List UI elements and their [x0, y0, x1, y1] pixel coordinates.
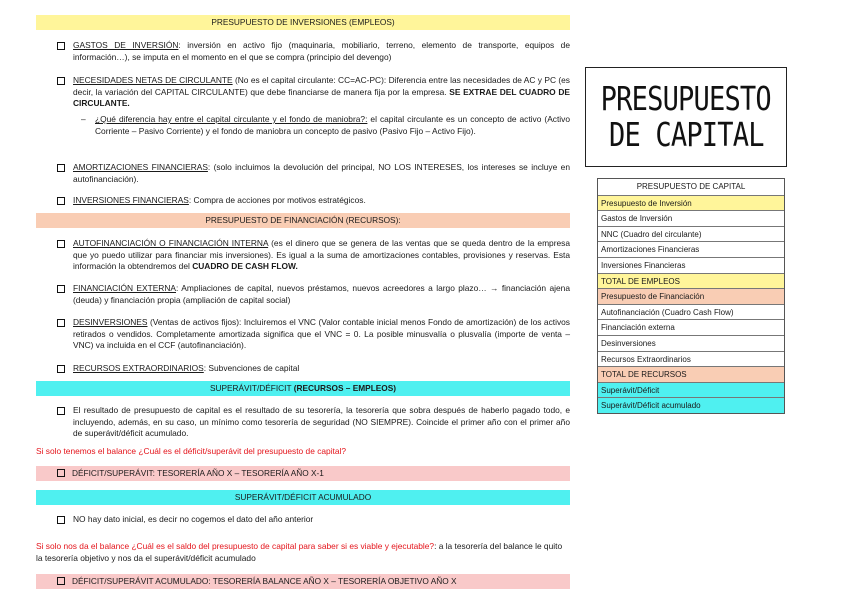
- section-header-formula: (RECURSOS – EMPLEOS): [293, 383, 397, 393]
- checkbox-icon: [57, 365, 65, 373]
- title-line-1: PRESUPUESTO: [600, 79, 772, 118]
- formula-label: DÉFICIT/SUPERÁVIT: TESORERÍA AÑO X – TESORERÍA AÑO X-1: [72, 468, 324, 478]
- title-line-2: DE CAPITAL: [608, 115, 764, 154]
- section-header-label: SUPERÁVIT/DÉFICIT: [209, 383, 292, 393]
- section-header-acumulado: [36, 490, 570, 505]
- checkbox-icon: [57, 577, 65, 585]
- table-row: Desinversiones: [598, 335, 784, 351]
- emphasis: CUADRO DE CASH FLOW.: [192, 261, 298, 272]
- term: INVERSIONES FINANCIERAS: [73, 195, 189, 205]
- title-box: [585, 67, 787, 167]
- checkbox-icon: [57, 42, 65, 50]
- checkbox-icon: [57, 197, 65, 205]
- table-row: Presupuesto de Inversión: [598, 195, 784, 211]
- table-row: Autofinanciación (Cuadro Cash Flow): [598, 304, 784, 320]
- table-row: Recursos Extraordinarios: [598, 351, 784, 367]
- term: AUTOFINANCIACIÓN O FINANCIACIÓN INTERNA: [73, 238, 269, 248]
- description: : Subvenciones de capital: [203, 363, 300, 373]
- table-row: TOTAL DE EMPLEOS: [598, 273, 784, 289]
- list-item-gastos-inversion: [57, 40, 570, 63]
- table-row: Financiación externa: [598, 319, 784, 335]
- term: GASTOS DE INVERSIÓN: [73, 40, 179, 50]
- section-header-label: PRESUPUESTO DE INVERSIONES (EMPLEOS): [211, 17, 395, 27]
- table-row: Gastos de Inversión: [598, 210, 784, 226]
- section-header-financiacion: [36, 213, 570, 228]
- table-row: Amortizaciones Financieras: [598, 241, 784, 257]
- red-question-deficit: Si solo tenemos el balance ¿Cuál es el déficit/superávit del presupuesto de capital?: [36, 446, 347, 456]
- term: DESINVERSIONES: [73, 317, 148, 327]
- table-row: TOTAL DE RECURSOS: [598, 366, 784, 382]
- checkbox-icon: [57, 319, 65, 327]
- section-header-inversiones: [36, 15, 570, 30]
- list-item-autofinanciacion: [57, 238, 570, 273]
- red-question-saldo: Si solo nos da el balance ¿Cuál es el saldo del presupuesto de capital para saber si es viable y ejecutable?: [36, 541, 435, 551]
- term: AMORTIZACIONES FINANCIERAS: [73, 162, 208, 172]
- formula-deficit-acumulado: [36, 574, 570, 589]
- description: (No es el capital circulante: CC=AC-PC): Diferencia entre las necesidades de AC y PC (es decir, la variación del CAPITAL CIRCULANTE) que debe financiarse de manera fija por la empresa.: [73, 75, 570, 97]
- table-row: Superávit/Déficit acumulado: [598, 397, 784, 413]
- term: FINANCIACIÓN EXTERNA: [73, 283, 176, 293]
- section-header-label: PRESUPUESTO DE FINANCIACIÓN (RECURSOS):: [205, 215, 401, 225]
- table-header: PRESUPUESTO DE CAPITAL: [636, 182, 746, 191]
- section-header-superavit: [36, 381, 570, 396]
- list-item-desinversiones: [57, 317, 570, 352]
- list-item-financiacion-externa: [57, 283, 570, 306]
- formula-deficit-superavit: [36, 466, 570, 481]
- term: RECURSOS EXTRAORDINARIOS: [73, 363, 204, 373]
- checkbox-icon: [57, 407, 65, 415]
- checkbox-icon: [57, 240, 65, 248]
- description: El resultado de presupuesto de capital es el resultado de su tesorería, la tesorería que sobra después de haberlo pagado todo, e incluyendo, además, en su caso, un mínimo como tesorería de seguridad (NO SIEMPRE). Coincide el primer año con el primer año de superávit/déficit acumulado.: [73, 405, 570, 439]
- description: (Ventas de activos fijos): Incluiremos el VNC (Valor contable inicial menos Fondo de amortización) de los activos retirados o vendidos. Completamente amortizada significa que el VNC = 0. La posible minusvalía o plusvalía (importe de venta –VNC) va incluida en el CCF (autofinanciación).: [73, 317, 570, 351]
- list-item-nnc: [57, 75, 570, 110]
- list-item-inversiones-financieras: [57, 195, 570, 207]
- description: : Ampliaciones de capital, nuevos préstamos, nuevos acreedores a largo plazo… → financiación ajena (deuda) y financiación propia (ampliación de capital social): [73, 283, 570, 305]
- checkbox-icon: [57, 77, 65, 85]
- formula-label: DÉFICIT/SUPERÁVIT ACUMULADO: TESORERÍA BALANCE AÑO X – TESORERÍA OBJETIVO AÑO X: [72, 576, 457, 586]
- list-item-recursos-extraordinarios: [57, 363, 570, 375]
- table-row: Superávit/Déficit: [598, 382, 784, 398]
- dash-marker: –: [81, 114, 86, 124]
- description: : inversión en activo fijo (maquinaria, mobiliario, terreno, elemento de transporte, equipos de información…), se imputa en el momento en el que se compra (principio del devengo): [73, 40, 570, 62]
- answer: el capital circulante es un concepto de activo (Activo Corriente – Pasivo Corriente) y el fondo de maniobra un concepto de pasivo (Pasivo Fijo – Activo Fijo).: [95, 114, 570, 136]
- description: : (solo incluimos la devolución del principal, NO LOS INTERESES, los intereses se incluye en autofinanciación).: [73, 162, 570, 184]
- list-item-resultado-presupuesto: [57, 405, 570, 440]
- section-header-label: SUPERÁVIT/DÉFICIT ACUMULADO: [234, 492, 372, 502]
- list-item-no-dato-inicial: [57, 514, 570, 526]
- question: ¿Qué diferencia hay entre el capital circulante y el fondo de maniobra?:: [95, 114, 368, 124]
- checkbox-icon: [57, 516, 65, 524]
- table-row: Inversiones Financieras: [598, 257, 784, 273]
- emphasis: SE EXTRAE DEL CUADRO DE CIRCULANTE.: [73, 86, 570, 109]
- sub-item-capital-circulante: [81, 114, 570, 137]
- description: NO hay dato inicial, es decir no cogemos el dato del año anterior: [73, 514, 314, 524]
- paragraph-saldo-presupuesto: [36, 541, 570, 564]
- list-item-amortizaciones: [57, 162, 570, 185]
- checkbox-icon: [57, 285, 65, 293]
- table-row: NNC (Cuadro del circulante): [598, 226, 784, 242]
- answer: : a la tesorería del balance le quito la tesorería objetivo y nos da el superávit/déficit acumulado: [36, 541, 563, 563]
- term: NECESIDADES NETAS DE CIRCULANTE: [73, 75, 233, 85]
- description: : Compra de acciones por motivos estratégicos.: [188, 195, 366, 205]
- description: (es el dinero que se genera de las ventas que se queda dentro de la empresa que yo puedo utilizar para financiar mis inversiones). Es igual a la suma de amortizaciones contables, provisiones y reservas. Esta información la obtendremos del: [73, 238, 571, 272]
- summary-table: [597, 178, 785, 414]
- table-row: Presupuesto de Financiación: [598, 288, 784, 304]
- checkbox-icon: [57, 164, 65, 172]
- checkbox-icon: [57, 469, 65, 477]
